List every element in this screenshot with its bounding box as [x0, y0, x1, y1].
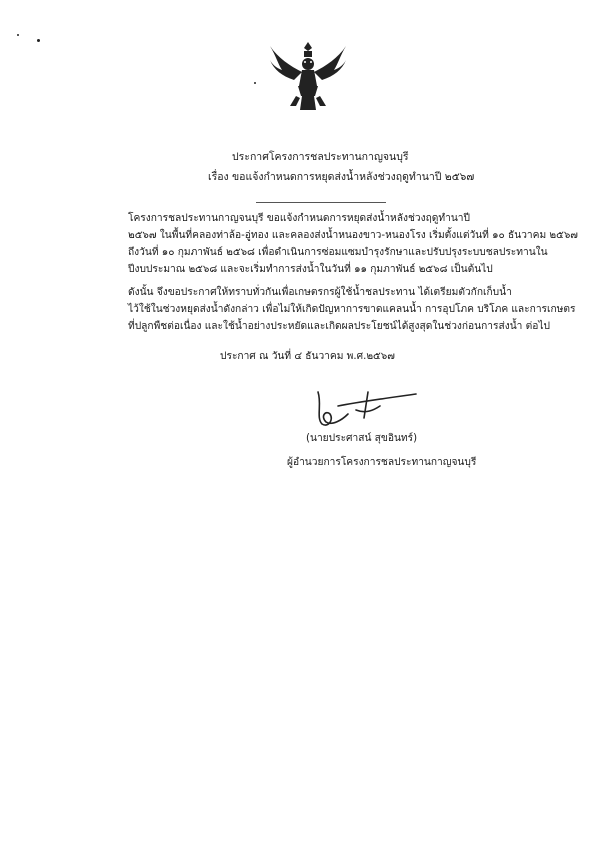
- scan-speck: [37, 39, 40, 42]
- paragraph-line: ๒๕๖๗ ในพื้นที่คลองท่าล้อ-อู่ทอง และคลองส่งน้ำหนองขาว-หนองโรง เริ่มตั้งแต่วันที่ ๑๐ ธันวาคม ๒๕๖๗: [128, 230, 578, 241]
- signatory-position: ผู้อำนวยการโครงการชลประทานกาญจนบุรี: [287, 457, 477, 468]
- scan-speck: [254, 82, 256, 84]
- paragraph-line: ไว้ใช้ในช่วงหยุดส่งน้ำดังกล่าว เพื่อไม่ให้เกิดปัญหาการขาดแคลนน้ำ การอุปโภค บริโภค และการเกษตร: [128, 304, 576, 315]
- paragraph-line: โครงการชลประทานกาญจนบุรี ขอแจ้งกำหนดการหยุดส่งน้ำหลังช่วงฤดูทำนาปี: [128, 213, 470, 224]
- paragraph-line: ถึงวันที่ ๑๐ กุมภาพันธ์ ๒๕๖๘ เพื่อดำเนินการซ่อมแซมบำรุงรักษาและปรับปรุงระบบชลประทานใน: [128, 247, 548, 258]
- scan-speck: [17, 34, 19, 36]
- announcement-date: ประกาศ ณ วันที่ ๔ ธันวาคม พ.ศ.๒๕๖๗: [220, 351, 395, 362]
- signature-mark: [308, 384, 428, 432]
- paragraph-line: ดังนั้น จึงขอประกาศให้ทราบทั่วกันเพื่อเกษตรกรผู้ใช้น้ำชลประทาน ได้เตรียมตัวกักเก็บน้ำ: [128, 287, 512, 298]
- announcement-title: ประกาศโครงการชลประทานกาญจนบุรี: [232, 151, 409, 163]
- paragraph-line: ที่ปลูกพืชต่อเนื่อง และใช้น้ำอย่างประหยัดและเกิดผลประโยชน์ได้สูงสุดในช่วงก่อนการส่งน้ำ ต่อไป: [128, 321, 550, 332]
- body-paragraph-1: [128, 210, 578, 278]
- garuda-emblem-icon: [268, 40, 348, 114]
- subject-line: เรื่อง ขอแจ้งกำหนดการหยุดส่งน้ำหลังช่วงฤดูทำนาปี ๒๕๖๗: [208, 171, 475, 183]
- divider-rule: [256, 202, 386, 203]
- signatory-name: (นายประศาสน์ สุขอินทร์): [306, 433, 418, 444]
- paragraph-line: ปีงบประมาณ ๒๕๖๘ และจะเริ่มทำการส่งน้ำในวันที่ ๑๑ กุมภาพันธ์ ๒๕๖๘ เป็นต้นไป: [128, 264, 493, 275]
- body-paragraph-2: [128, 284, 575, 335]
